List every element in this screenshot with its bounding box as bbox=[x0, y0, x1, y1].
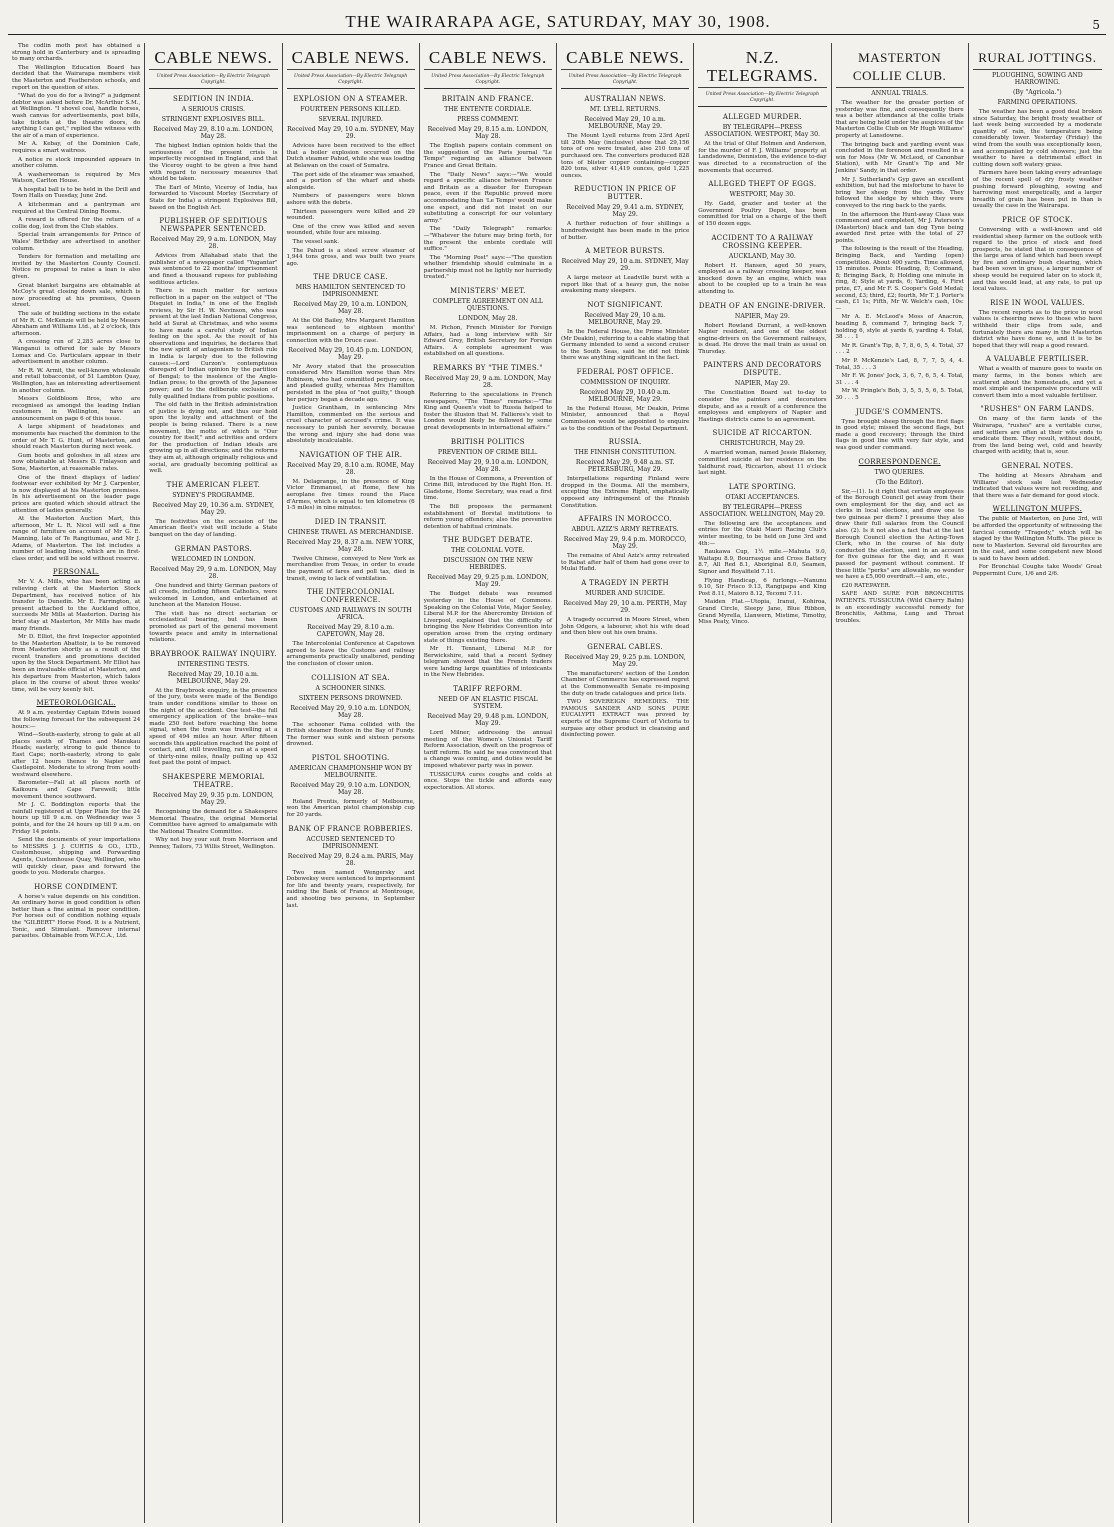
columns bbox=[8, 43, 1106, 1523]
article-subhead: Received May 29, 9.48 a.m. ST. PETERSBURG, May 29. bbox=[575, 459, 675, 474]
article-headline: THE AMERICAN FLEET. bbox=[166, 480, 261, 489]
article-paragraph: TWO SOVEREIGN REMEDIES. THE FAMOUS SANDER AND SONS PURE EUCALYPTI EXTRACT was proved by experts of the Supreme Court of Victoria to surpass any other product in cleansing and disinfecting power. bbox=[561, 699, 690, 739]
article-paragraph: A large meteor at Leadville burst with a report like that of a heavy gun, the noise awakening many sleepers. bbox=[561, 275, 690, 295]
article-subhead: Received May 29, 8.15 a.m. LONDON, May 28. bbox=[427, 126, 549, 141]
article-paragraph: Send the documents of your importations to MESSRS J. J. CURTIS & CO., LTD., Customhouse, shipping and Forwarding Agents, Customhouse Quay, Wellington, who will quickly clear, pass and forward the goods to you. Moderate charges. bbox=[12, 837, 141, 877]
article-paragraph: Mr D. Elliot, the first Inspector appointed to the Masterton Abattoir, is to be removed from Masterton shortly as a result of the recent transfers and promotions decided upon by the Stock Department. Mr Elliot has been an invaluable official at Masterton, and his departure from Masterton, which takes place in the course of about three weeks' time, will be very keenly felt. bbox=[12, 634, 141, 693]
article-paragraph: At the Braybrook enquiry, in the presence of the jury, tests were made of the Bendigo train under conditions similar to those on the night of the accident. One test—the full emergency application of the brake—was made 250 feet before reaching the home signal, when the train was travelling at a speed of 494 miles an hour. After fifteen seconds this application reached the point of contact, and, still travelling, ran at a speed of thirty-nine miles, finally pulling up 432 feet past the point of impact. bbox=[149, 687, 278, 767]
article-headline: REMARKS BY "THE TIMES." bbox=[432, 364, 543, 373]
article-paragraph: The Mount Lyell returns from 23rd April till 20th May (inclusive) show that 29,156 tons of ore were treated, also 210 tons of purchased ore. The converters produced 828 tons of blister copper containing—copper 820 tons, silver 41,419 ounces, gold 1,225 ounces. bbox=[561, 133, 690, 179]
article-paragraph: "What do you do for a living?" a judgment debtor was asked before Dr. McArthur S.M., at Wellington. "I shovel coal, handle horses, wash canvas for advertisements, post bills, take tickets at the theatre doors, do anything I can get," replied the witness with the air of a man of experience. bbox=[12, 93, 141, 139]
article-paragraph: Tenders for formation and metalling are invited by the Masterton County Council. Notice re proposal to raise a loan is also given. bbox=[12, 254, 141, 280]
article-paragraph: The Budget debate was resumed yesterday in the House of Commons. Speaking on the Colonial Vote, Major Seeley, Liberal M.P. for the Abercromby Division of Liverpool, explained that the difficulty of bringing the New Hebrides Convention into operation arose from the crying ordinary state of things existing there. bbox=[423, 591, 552, 644]
article-headline: SEDITION IN INDIA. bbox=[172, 95, 254, 104]
article-subhead: Received May 29, 9.25 p.m. LONDON, May 29. bbox=[427, 574, 549, 589]
article-paragraph: In the afternoon the Hunt-away Class was commenced and completed, Mr J. Paterson's (Masterton) black and tan dog Tyne being awarded first prize with the total of 27 points. bbox=[835, 211, 964, 244]
article-paragraph: Messrs Goldbloom Bros, who are recognised as amongst the leading Indian customers in Wellington, have an announcement on page 6 of this issue. bbox=[12, 396, 141, 422]
article-paragraph: Mr V. A. Mills, who has been acting as relieving clerk at the Masterton Stock Department, has received notice of his transfer to Dunedin. Mr E. Farrington, at present attached to the Auckland office, succeeds Mr Mills at Masterton. During his brief stay at Masterton, Mr Mills has made many friends. bbox=[12, 579, 141, 632]
article-subhead: FARMING OPERATIONS. bbox=[997, 99, 1078, 106]
article-paragraph: Hy. Gadd, grazier and tester at the Government Poultry Depot, has been committed for trial on a charge of the theft of 150 dozen eggs. bbox=[698, 201, 827, 227]
article-subhead: Received May 29, 10 a.m. MELBOURNE, May 29. bbox=[584, 311, 666, 326]
article-paragraph: Mr A. E. McLeod's Moss of Anacron, heading 8, command 7, bringing back 7, holding 6, style at yards 6, yarding 4. Total, 38 . . . 1 bbox=[835, 314, 964, 341]
article-paragraph: Lord Milner, addressing the annual meeting of the Women's Unionist Tariff Reform Association, dwelt on the progress of tariff reform. He said he was convinced that a change was coming, and duties would be imposed whatever party was in power. bbox=[423, 730, 552, 770]
article-paragraph: The old faith in the British administration of justice is dying out, and thus our hold upon the loyalty and attachment of the people is being relaxed. There is a new movement, the motto of which is "Our country for itself," and activities and orders for the production of Indian ideals are growing up in all directions; and the reforms they aim at, although originally religious and social, are gradually becoming political as well. bbox=[149, 402, 278, 475]
article-paragraph: Mr P. McKenzie's Lad, 8, 7, 7, 5, 4, 4. Total, 35 . . . 3 bbox=[835, 357, 964, 371]
article-paragraph: The Intercolonial Conference at Capetown agreed to leave the Customs and railway arrangements practically unaltered, pending the conclusion of closer union. bbox=[286, 641, 415, 667]
page-title: THE WAIRARAPA AGE, SATURDAY, MAY 30, 1908. bbox=[345, 12, 771, 31]
article-paragraph: M. Pichon, French Minister for Foreign Affairs, had a long interview with Sir Edward Grey, British Secretary for Foreign Affairs. A complete agreement was established on all questions. bbox=[423, 325, 552, 358]
article-subhead: COMPLETE AGREEMENT ON ALL QUESTIONS. bbox=[432, 298, 543, 313]
article-subhead: Received May 29, 8.10 a.m. ROME, May 28. bbox=[287, 461, 415, 476]
column-1 bbox=[8, 43, 145, 1523]
article-subhead: AMERICAN CHAMPIONSHIP WON BY MELBOURNITE. bbox=[289, 764, 412, 779]
article-paragraph: The "Daily Telegraph" remarks:—"Whatever the future may bring forth, for the present the entente cordiale will suffice." bbox=[423, 226, 552, 253]
article-subhead: Received May 29, 9 a.m. LONDON, May 28. bbox=[424, 375, 552, 390]
article-paragraph: SAFE AND SURE FOR BRONCHITIS PATIENTS. TUSSICURA (Wild Cherry Balm) is an exceedingly successful remedy for Bronchitis, Asthma, Lung and Throat troubles. bbox=[835, 591, 964, 624]
article-paragraph: The schooner Fama collided with the British steamer Boston in the Bay of Fundy. The former was sunk and sixteen persons drowned. bbox=[286, 721, 415, 748]
article-subhead: MT. LYELL RETURNS. bbox=[589, 106, 661, 114]
article-headline: DIED IN TRANSIT. bbox=[314, 517, 387, 526]
column-4 bbox=[420, 43, 557, 1523]
article-subhead: NAPIER, May 29. bbox=[734, 312, 790, 320]
article-subhead: Received May 29, 10 a.m. SYDNEY, May 29. bbox=[561, 258, 689, 273]
article-paragraph: The codlin moth pest has obtained a strong hold in Canterbury and is spreading to many orchards. bbox=[12, 43, 141, 63]
column-heading: MASTERTON COLLIE CLUB. bbox=[836, 43, 964, 88]
article-subhead: A SCHOONER SINKS. bbox=[315, 684, 386, 692]
agency-credit: United Press Association—By Electric Telegraph Copyright. bbox=[424, 72, 552, 89]
article-paragraph: Barometer—Fall at all places north of Kaikoura and Cape Farewell; little movement thence southward. bbox=[12, 780, 141, 800]
article-subhead: COMMISSION OF INQUIRY. bbox=[580, 378, 671, 386]
article-headline: FEDERAL POST OFFICE. bbox=[576, 367, 674, 376]
column-heading: CABLE NEWS. bbox=[287, 43, 415, 70]
article-headline: ALLEGED MURDER. bbox=[722, 113, 802, 122]
article-paragraph: Mr A. Kebay, of the Dominion Cafe, requires a smart waitress. bbox=[12, 141, 141, 154]
article-subhead: MURDER AND SUICIDE. bbox=[585, 590, 665, 597]
article-headline: BRAYBROOK RAILWAY INQUIRY. bbox=[149, 649, 277, 658]
article-subhead: Received May 29, 9.35 p.m. LONDON, May 29. bbox=[152, 791, 274, 806]
article-paragraph: The Earl of Minto, Viceroy of India, has forwarded to Viscount Morley (Secretary of State for India) a stringent Explosives Bill, based on the English Act. bbox=[149, 184, 278, 211]
article-paragraph: Great blanket bargains are obtainable at McCoy's great closing down sale, which is now proceeding at his premises, Queen street. bbox=[12, 282, 141, 309]
article-headline: PRICE OF STOCK. bbox=[1001, 215, 1073, 224]
article-paragraph: At the Old Bailey, Mrs Margaret Hamilton was sentenced to eighteen months' imprisonment on a charge of perjury in connection with the Druce case. bbox=[286, 318, 415, 345]
article-headline: AFFAIRS IN MOROCCO. bbox=[578, 515, 672, 524]
article-headline: BRITISH POLITICS bbox=[450, 437, 525, 446]
article-subhead: DISCUSSION ON THE NEW HEBRIDES. bbox=[443, 557, 533, 572]
article-paragraph: What a wealth of manure goes to waste on many farms, in the bones which are scattered about the homesteads, and yet a most simple and inexpensive procedure will convert them into a most valuable fertiliser. bbox=[972, 366, 1102, 399]
article-subhead: A SERIOUS CRISIS. bbox=[181, 106, 246, 114]
article-headline: MINISTERS' MEET. bbox=[450, 287, 526, 296]
article-headline: NOT SIGNIFICANT. bbox=[587, 300, 663, 309]
article-headline: PAINTERS AND DECORATORS DISPUTE. bbox=[703, 361, 822, 378]
article-paragraph: Robert Rowland Durrant, a well-known Napier resident, and one of the oldest engine-drivers on the Government railways, is dead. He drove the mail train as usual on Thursday. bbox=[698, 322, 827, 355]
article-subhead: PLOUGHING, SOWING AND HARROWING. bbox=[992, 72, 1083, 86]
article-paragraph: A further reduction of four shillings a hundredweight has been made in the price of butter. bbox=[561, 221, 690, 241]
article-subhead: BY TELEGRAPH—PRESS ASSOCIATION. WELLINGTON, May 29. bbox=[699, 503, 825, 518]
article-headline: SUICIDE AT RICCARTON. bbox=[712, 429, 813, 438]
article-subhead: Received May 29, 10 a.m. PERTH, May 29. bbox=[563, 600, 687, 614]
article-paragraph: The visit has no direct sectarian or ecclesiastical bearing, but has been promoted as part of the general movement towards peace and amity in international relations. bbox=[149, 610, 278, 644]
article-headline: BANK OF FRANCE ROBBERIES. bbox=[288, 824, 413, 833]
article-paragraph: At 9 a.m. yesterday Captain Edwin issued the following forecast for the subsequent 24 hours:— bbox=[12, 710, 141, 730]
column-heading: RURAL JOTTINGS. bbox=[973, 43, 1102, 70]
article-headline: JUDGE'S COMMENTS. bbox=[856, 407, 944, 416]
article-paragraph: Mr F. W. Jones' Jock, 3, 6, 7, 6, 5, 4. Total, 31 . . . 4 bbox=[835, 373, 964, 386]
article-subhead: BY TELEGRAPH—PRESS ASSOCIATION. WESTPORT, May 30. bbox=[704, 124, 821, 139]
article-subhead: OTAKI ACCEPTANCES. bbox=[725, 493, 800, 501]
article-paragraph: A notice re stock impounded appears in another column. bbox=[12, 156, 141, 170]
article-paragraph: Justice Grantham, in sentencing Mrs Hamilton, commented on the serious and cruel character of accused's crime. It was necessary to punish her severely, because the wrong and injury she had done was absolutely incalculable. bbox=[286, 405, 415, 445]
article-subhead: THE FINNISH CONSTITUTION. bbox=[574, 449, 676, 457]
column-6 bbox=[694, 43, 831, 1523]
article-headline: DEATH OF AN ENGINE-DRIVER. bbox=[698, 301, 826, 310]
article-headline: A VALUABLE FERTILISER. bbox=[985, 355, 1089, 364]
article-paragraph: One of the finest displays of ladies' footwear ever exhibited by Mr J. Carpenter, is now displayed at his Masterton premises. In his advertisement on the leader page prices are quoted which should attract the attention of ladies generally. bbox=[12, 474, 141, 514]
article-paragraph: Advices have been received to the effect that a boiler explosion occurred on the Dutch steamer Pahud, while she was loading at Belawan on the coast of Sumatra. bbox=[286, 143, 415, 169]
article-paragraph: For Bronchial Coughs take Woods' Great Peppermint Cure, 1/6 and 2/6. bbox=[972, 564, 1102, 578]
article-paragraph: One hundred and thirty German pastors of all creeds, including fifteen Catholics, were welcomed in London, and entertained at luncheon at the Mansion House. bbox=[149, 582, 278, 609]
article-headline: REDUCTION IN PRICE OF BUTTER. bbox=[574, 185, 677, 202]
article-paragraph: The public of Masterton, on June 3rd, will be afforded the opportunity of witnessing the farcical comedy "Tragedy," which will be staged by the Wellington Muffs. The piece is new to Masterton. Several old favourites are in the cast, and some competent new blood is said to have been added. bbox=[972, 516, 1102, 562]
article-paragraph: A married woman, named Jessie Blakeney, committed suicide at her residence on the Yaldhurst road, Riccarton, about 11 o'clock last night. bbox=[698, 450, 827, 477]
article-subhead: LONDON, May 28. bbox=[458, 315, 518, 323]
article-subhead: STRINGENT EXPLOSIVES BILL. bbox=[161, 116, 265, 124]
article-paragraph: The sale of building sections in the estate of Mr R. C. McKenzie will be held by Messrs Abraham and Williams Ltd., at 2 o'clock, this afternoon. bbox=[12, 310, 141, 337]
article-paragraph: The vessel sank. bbox=[292, 238, 339, 245]
article-paragraph: In the Federal House, the Prime Minister (Mr Deakin), referring to a cable stating that Germany intended to send a second cruiser to the South Seas, said he did not think there was anything significant in the fact. bbox=[561, 328, 690, 362]
article-subhead: Received May 29, 9.4 p.m. MOROCCO, May 29. bbox=[563, 536, 687, 551]
article-paragraph: At the Masterton Auction Mart, this afternoon, Mr L. R. Nicol will sell a fine range of furniture on account of Mr G. E. Manning, late of Te Rangitumau, and Mr J. Adams, of Masterton. The list includes a number of leading lines, which are in first-class order, and will be sold without reserve. bbox=[12, 516, 141, 562]
article-headline: HORSE CONDIMENT. bbox=[34, 882, 119, 891]
article-subhead: SIXTEEN PERSONS DROWNED. bbox=[298, 694, 403, 702]
article-headline: SHAKESPERE MEMORIAL THEATRE. bbox=[162, 772, 265, 789]
article-headline: GENERAL NOTES. bbox=[1001, 461, 1074, 470]
article-paragraph: The manufacturers' section of the London Chamber of Commerce has expressed regret at the Commonwealth Senate re-imposing the duty on trade catalogues and price lists. bbox=[561, 670, 690, 697]
article-paragraph: The bringing back and yarding event was concluded in the forenoon and resulted in a win for Moss (Mr W. McLeod, of Canonbar Station), with Mr Grant's Tip and Mr Jenkins' Sandy, in that order. bbox=[835, 141, 964, 174]
article-paragraph: Raukawa Cup, 1½ mile.—Mahuta 9.0, Waitapu 8.9, Bourrasque and Cross Battery 8.7, All Red 8.1, Aboriginal 8.0, Seamen, Signor and Royalfield 7.11. bbox=[698, 549, 827, 575]
column-7 bbox=[832, 43, 969, 1523]
article-paragraph: Conversing with a well-known and old residential sheep farmer on the outlook with regard to the price of stock and feed prospects, he stated that in consequence of the large area of land which had been swept by fire and ordinary bush clearing, which had been sown in grass, a larger number of sheep would be required later on to stock it, and this would lead, at any rate, to put up local values. bbox=[972, 226, 1102, 293]
article-paragraph: The remains of Abul Aziz's army retreated to Rabat after half of them had gone over to Mulai Hafid. bbox=[561, 553, 690, 573]
article-paragraph: The "Daily News" says:—"We would regard a specific alliance between France and Britain as a disaster for European peace, even if the Republic proved more accommodating than 'Le Temps' would make one expect, and did not insist on our substituting a conscript for our voluntary army." bbox=[423, 171, 552, 224]
article-paragraph: Numbers of passengers were blown ashore with the debris. bbox=[286, 193, 415, 206]
article-paragraph: Mr R. W. Armit, the well-known wholesale and retail tobacconist, of 51 Lambton Quay, Wellington, has an interesting advertisement in another column. bbox=[12, 367, 141, 394]
column-3 bbox=[283, 43, 420, 1523]
column-heading: CABLE NEWS. bbox=[424, 43, 552, 70]
article-subhead: Received May 29, 10.40 a.m. MELBOURNE, May 29. bbox=[579, 388, 671, 403]
article-headline: AUSTRALIAN NEWS. bbox=[584, 95, 666, 104]
article-headline: METEOROLOGICAL. bbox=[36, 699, 116, 708]
article-subhead: Received May 29, 10 a.m. LONDON, May 28. bbox=[293, 301, 408, 316]
article-paragraph: Recognising the demand for a Shakespere Memorial Theatre, the original Memorial Committee have agreed to amalgamate with the National Theatre Committee. bbox=[149, 808, 278, 835]
article-paragraph: Mr J. C. Boddington reports that the rainfall registered at Upper Plain for the 24 hours up till 9 a.m. on Wednesday was 3 points, and for the 24 hours up till 9 a.m. on Friday 14 points. bbox=[12, 802, 141, 835]
article-headline: PUBLISHER OF SEDITIOUS NEWSPAPER SENTENCED. bbox=[159, 217, 268, 234]
article-subhead: ABDUL AZIZ'S ARMY RETREATS. bbox=[571, 526, 679, 534]
article-subhead: CHINESE TRAVEL AS MERCHANDISE. bbox=[287, 528, 414, 536]
article-subhead: SYDNEY'S PROGRAMME. bbox=[172, 491, 255, 499]
article-subhead: THE COLONIAL VOTE. bbox=[451, 547, 525, 555]
article-paragraph: The weather for the greater portion of yesterday was fine, and consequently there was a better attendance at the collie trials that are being held under the auspices of the Masterton Collie Club on Mr Hugh Williams' property at Lansdowne. bbox=[835, 100, 964, 139]
article-subhead: Received May 29, 9.10 a.m. LONDON, May 28. bbox=[290, 781, 411, 796]
column-heading: N.Z. TELEGRAMS. bbox=[698, 43, 826, 88]
article-paragraph: The festivities on the occasion of the American fleet's visit will include a State banquet on the day of landing. bbox=[149, 518, 278, 538]
article-paragraph: In the House of Commons, a Prevention of Crime Bill, introduced by the Right Hon. H. Gladstone, Home Secretary, was read a first time. bbox=[423, 475, 552, 502]
article-subhead: WESTPORT, May 30. bbox=[729, 191, 796, 199]
column-2 bbox=[145, 43, 282, 1523]
article-subhead: Received May 29, 8.24 a.m. PARIS, May 28. bbox=[287, 852, 414, 867]
article-paragraph: The recent reports as to the price in wool values is cheering news to those who have withheld their clips from sale, and fortunately there are many in the Masterton district who have done so, and it is to be hoped that they will reap a good reward. bbox=[972, 309, 1102, 349]
article-subhead: INTERESTING TESTS. bbox=[177, 660, 250, 668]
article-paragraph: Flying Handicap, 6 furlongs.—Nanunu 9.10, Sir Frisco 9.13, Rangipapa and King Post 8.11, Maioro 8.12, Tecomi 7.11. bbox=[698, 577, 827, 597]
article-subhead: NEED OF AN ELASTIC FISCAL SYSTEM. bbox=[438, 696, 538, 711]
article-headline: CORRESPONDENCE. bbox=[858, 457, 941, 466]
agency-credit: United Press Association—By Electric Telegraph Copyright. bbox=[698, 90, 826, 107]
article-paragraph: A crossing run of 2,283 acres close to Wanganui is offered for sale by Messrs Lomax and Co. Particulars appear in their advertisement in another column. bbox=[12, 339, 141, 366]
article-paragraph: A large shipment of headstones and monuments has reached the dominion to the order of Mr T. G. Hunt, of Masterton, and should reach Masterton during next week. bbox=[12, 424, 141, 451]
column-8 bbox=[969, 43, 1106, 1523]
article-subhead: PREVENTION OF CRIME BILL. bbox=[437, 448, 538, 456]
article-paragraph: The port side of the steamer was smashed, and a portion of the wharf and sheds alongside. bbox=[286, 171, 415, 191]
article-subhead: (To the Editor). bbox=[875, 478, 924, 486]
article-paragraph: The Bill proposes the permanent establishment of Borstal institutions to reform young offenders; also the preventive detention of habitual criminals. bbox=[423, 503, 552, 530]
article-paragraph: Farmers have been taking every advantage of the recent spell of dry frosty weather pushing forward ploughing, sowing and harrowing most energetically, and a larger breadth of grain has been put in than is usually the case in the Wairarapa. bbox=[972, 170, 1102, 210]
article-subhead: CUSTOMS AND RAILWAYS IN SOUTH AFRICA. bbox=[289, 607, 412, 622]
article-headline: THE INTERCOLONIAL CONFERENCE. bbox=[307, 588, 395, 605]
article-paragraph: Tyne brought sheep through the first flags in good style; missed the second flags, but made a good recovery; through the third flags in good line with very fair style, and was good under command. bbox=[835, 418, 964, 451]
article-headline: ACCIDENT TO A RAILWAY CROSSING KEEPER. bbox=[711, 233, 814, 250]
article-subhead: Received May 29, 8.10 a.m. CAPETOWN, May 28. bbox=[307, 624, 395, 639]
article-paragraph: The holding at Messrs Abraham and Williams' stock sale last Wednesday indicated that values were not receding, and that there was a fair demand for good stock. bbox=[972, 472, 1102, 499]
article-paragraph: On many of the farm lands of the Wairarapa, "rushes" are a veritable curse, and settlers are often at their wits ends to eradicate them. They result, without doubt, from the land being wet, cold and heavily charged with acidity, that is, sour. bbox=[972, 416, 1102, 456]
article-paragraph: Why not buy your suit from Morrison and Penney, Tailors, 73 Willis Street, Wellington. bbox=[149, 837, 278, 850]
article-paragraph: Two men named Wengersky and Doboweksy were sentenced to imprisonment for life and twenty years, respectively, for raiding the Bank of France at Montrouge, and shooting two persons, in September last. bbox=[286, 869, 415, 909]
article-paragraph: Mr W. Pringle's Bob, 3, 5, 5, 5, 6, 5. Total, 30 . . . 5 bbox=[835, 388, 964, 401]
article-subhead: FOURTEEN PERSONS KILLED. bbox=[300, 106, 401, 114]
column-heading: CABLE NEWS. bbox=[561, 43, 689, 70]
article-subhead: Received May 29, 8.37 a.m. NEW YORK, May 28. bbox=[286, 538, 415, 553]
article-paragraph: The following is the result of the Heading, Bringing Back, and Yarding (open) competition. About 400 yards. Time allowed, 15 minutes. Points: Heading, 8; Command, 8; Bringing Back, 8; Holding one minute in ring, 8; Style at yards, 6; Yarding, 4. First prize, £7, and Mr F. S. Cooper's Gold Medal; second, £3; third, £2; fourth, Mr T. J. Porter's cash, £1 1s; Fifth, Mr W. Welch's cash, 10s:— bbox=[835, 246, 964, 312]
masthead bbox=[8, 8, 1106, 35]
article-headline: RUSSIA. bbox=[608, 438, 642, 447]
article-paragraph: Roland Prentis, formerly of Melbourne, won the American pistol championship cup for 20 yards. bbox=[286, 798, 415, 819]
article-paragraph: Thirteen passengers were killed and 29 wounded. bbox=[286, 208, 415, 222]
article-subhead: ACCUSED SENTENCED TO IMPRISONMENT. bbox=[306, 835, 395, 850]
column-heading: CABLE NEWS. bbox=[149, 43, 277, 70]
article-paragraph: Special train arrangements for Prince of Wales' Birthday are advertised in another column. bbox=[12, 232, 141, 252]
article-subhead: Received May 29, 9 a.m. LONDON, May 28. bbox=[150, 565, 277, 580]
article-headline: BRITAIN AND FRANCE. bbox=[441, 95, 535, 104]
article-headline: THE BUDGET DEBATE. bbox=[442, 536, 534, 545]
article-paragraph: The highest Indian opinion holds that the seriousness of the present crisis is imperfectly recognised in England, and that the Viceroy ought to be given a free hand with regard to necessary measures that should be taken. bbox=[149, 143, 278, 183]
article-subhead: Received May 29, 9.10 a.m. LONDON, May 28. bbox=[427, 458, 549, 473]
article-headline: WELLINGTON MUFFS. bbox=[992, 505, 1083, 514]
article-subhead: WELCOMED IN LONDON. bbox=[171, 555, 256, 563]
article-subhead: Received May 29, 10 a.m. MELBOURNE, May 29. bbox=[584, 116, 666, 131]
article-subhead: Received May 29, 10.10 a.m. MELBOURNE, May 29. bbox=[167, 670, 259, 685]
article-headline: LATE SPORTING. bbox=[728, 482, 796, 491]
article-paragraph: A horse's value depends on his condition. An ordinary horse in good condition is often better than a fine animal in poor condition. For horses out of condition nothing equals the "GILBERT" Horse Food. It is a Nutrient, Tonic, and Stimulant. Remover internal parasites. Obtainable from W.F.C.A., Ltd. bbox=[12, 893, 141, 940]
agency-credit: United Press Association—By Electric Telegraph Copyright. bbox=[287, 72, 415, 89]
article-paragraph: M. Delagrange, in the presence of King Victor Emmanuel, at Rome, flew his aeroplane five times round the Place d'Armes, which is equal to ten kilometres (6 1-5 miles) in nine minutes. bbox=[286, 478, 415, 512]
article-subhead: Received May 29, 10.36 a.m. SYDNEY, May 29. bbox=[152, 501, 275, 516]
agency-credit: United Press Association—By Electric Telegraph Copyright. bbox=[561, 72, 689, 89]
article-paragraph: There is much matter for serious reflection in a paper on the subject of "The Disquiet in India," in one of the English reviews, by Sir H. W. Nevinson, who was present at the last Indian National Congress, held at Surat at Christmas, and who seems to have made a careful study of Indian feeling on the spot. As the result of his observations and inquiries, he declares that the new spirit of antagonism to British rule in India is largely due to the following causes:—Lord Curzon's contemptuous disregard of Indian opinion by the partition of Bengal; to the insolence of the Anglo-Indian press; to the growth of the Japanese power; and to the deliberate exclusion of fully qualified Indians from public positions. bbox=[149, 288, 278, 400]
article-paragraph: Twelve Chinese, conveyed to New York as merchandise from Texas, in order to evade the payment of fares and poll tax, died in transit, owing to lack of ventilation. bbox=[286, 555, 415, 582]
article-subhead: Received May 29, 10 a.m. SYDNEY, May 29. bbox=[287, 126, 415, 141]
article-paragraph: TUSSICURA cures coughs and colds at once. Stops the tickle and affords easy expectoration. All stores. bbox=[423, 771, 552, 791]
agency-credit: United Press Association—By Electric Telegraph Copyright. bbox=[149, 72, 277, 89]
article-paragraph: Referring to the speculations in French newspapers, "The Times" remarks:—"The King and Queen's visit to Russia helped to foster the illusion that M. Fallieres's visit to London would likely be followed by some great developments in international affairs." bbox=[423, 392, 552, 431]
article-headline: A METEOR BURSTS. bbox=[585, 247, 666, 256]
article-paragraph: In the Federal House, Mr Deakin, Prime Minister, announced that a Royal Commission would be appointed to enquire as to the condition of the Postal Department. bbox=[561, 405, 690, 432]
article-paragraph: A hospital ball is to be held in the Drill and Town Halls on Tuesday, June 2nd. bbox=[12, 186, 141, 200]
article-subhead: PRESS COMMENT. bbox=[457, 116, 519, 124]
article-paragraph: Mr Avory stated that the prosecution considered Mrs Hamilton worse than Mrs Robinson, who had committed perjury once, and pleaded guilty, whereas Mrs Hamilton persisted in the plea of "not guilty," though her perjury began a decade ago. bbox=[286, 363, 415, 403]
article-headline: GENERAL CABLES. bbox=[587, 642, 663, 651]
article-paragraph: Advices from Allahabad state that the publisher of a newspaper called "Yugantar" was sentenced to 22 months' imprisonment and fined a thousand rupees for publishing seditious articles. bbox=[149, 253, 278, 286]
article-headline: RISE IN WOOL VALUES. bbox=[990, 298, 1085, 307]
article-paragraph: The Pahud is a steel screw steamer of 1,944 tons gross, and was built two years ago. bbox=[286, 247, 415, 267]
article-subhead: AUCKLAND, May 30. bbox=[728, 252, 796, 260]
article-subhead: Received May 29, 9.10 a.m. LONDON, May 28. bbox=[290, 704, 411, 719]
article-paragraph: Mr R. Grant's Tip, 8, 7, 8, 6, 5, 4. Total, 37 . . . 2 bbox=[835, 342, 964, 356]
article-headline: PERSONAL. bbox=[52, 568, 100, 577]
article-paragraph: Interpellations regarding Finland were dropped in the Douma. All the members, excepting the Extreme Right, emphatically opposed any infringement of the Finnish Constitution. bbox=[561, 476, 690, 509]
article-paragraph: The Wellington Education Board has decided that the Wairarapa members visit the Masterton and Featherston schools, and report on the question of sites. bbox=[12, 64, 141, 91]
page-number: 5 bbox=[1092, 18, 1100, 32]
article-headline: NAVIGATION OF THE AIR. bbox=[298, 450, 403, 459]
article-subhead: NAPIER, May 29. bbox=[734, 380, 790, 388]
article-paragraph: Mr J. Sutherland's Gyp gave an excellent exhibition, but had the misfortune to have to bring her sheep from the yards. They followed the sledge by which they were conveyed to the ring back to the yards. bbox=[835, 176, 964, 209]
article-paragraph: At the trial of Oluf Holmen and Anderson, for the murder of F. J. Williams' property at Landsdowne, Denniston, the evidence to-day was directed to a reconstruction of the movements that occurred. bbox=[698, 141, 827, 174]
article-paragraph: £20 RATEPAYER. bbox=[841, 582, 891, 589]
article-paragraph: The weather has been a good deal broken since Saturday, the bright frosty weather of last week being succeeded by a moderate quantity of rain, the temperature being considerably lower. Yesterday (Friday) the wind from the south was exceptionally keen, and accompanied by cold showers; just the weather to have a detrimental effect in cutting down soft watery grass. bbox=[972, 109, 1102, 168]
article-paragraph: A washerwoman is required by Mrs Watson, Carlton House. bbox=[12, 171, 141, 185]
article-subhead: Received May 29, 9.48 p.m. LONDON, May 29. bbox=[427, 713, 549, 728]
article-headline: TARIFF REFORM. bbox=[453, 685, 523, 694]
article-paragraph: A reward is offered for the return of a collie dog, lost from the Club stables. bbox=[12, 217, 141, 230]
article-subhead: (By "Agricola.") bbox=[1013, 89, 1062, 96]
article-headline: THE DRUCE CASE. bbox=[313, 273, 388, 282]
article-subhead: TWO QUERIES. bbox=[874, 468, 925, 476]
article-subhead: Received May 29, 8.10 a.m. LONDON, May 28. bbox=[153, 126, 274, 141]
article-headline: ALLEGED THEFT OF EGGS. bbox=[708, 180, 817, 189]
article-headline: PISTOL SHOOTING. bbox=[311, 753, 390, 762]
article-headline: A TRAGEDY IN PERTH bbox=[581, 579, 669, 587]
article-subhead: SEVERAL INJURED. bbox=[318, 116, 383, 124]
article-subhead: Received May 29, 10.45 p.m. LONDON, May 29. bbox=[288, 346, 414, 361]
article-paragraph: A kitchenman and a pantryman are required at the Central Dining Rooms. bbox=[12, 202, 141, 215]
article-paragraph: The Conciliation Board sat to-day to consider the painters and decorators dispute, and as a result of a conference the employees and employers of Napier and Hastings districts came to an agreement. bbox=[698, 390, 827, 423]
article-paragraph: The English papers contain comment on the suggestion of the Paris journal "Le Temps" regarding an alliance between France and Great Britain. bbox=[423, 143, 552, 169]
article-subhead: Received May 29, 9.41 a.m. SYDNEY, May 29. bbox=[566, 204, 684, 219]
article-paragraph: Sir,—(1). Is it right that certain employees of the Borough Council get away from their own employment for the day, and act as clerks in local elections, and draw one to two guineas per diem? I presume they also draw their full salaries from the Council also. (2). Is it not also a fact that at the last Borough Council election the Acting-Town Clerk, who in the course of his duty conducted the election, sent in an account for five guineas for the day, and it was passed for payment without comment. If these little "perks" are allowable, no wonder we have a £5,000 overdraft.—I am, etc., bbox=[835, 488, 964, 581]
article-subhead: MRS HAMILTON SENTENCED TO IMPRISONMENT. bbox=[295, 284, 406, 299]
article-paragraph: Wind—South-easterly, strong to gale at all places south of Thames and Manukau Heads; easterly, strong to gale thence to East Cape; north-easterly, strong to gale after 12 hours thence to Napier and Castlepoint. Moderate to strong from south-westward elsewhere. bbox=[12, 732, 141, 778]
article-subhead: THE ENTENTE CORDIALE. bbox=[444, 106, 532, 114]
article-paragraph: One of the crew was killed and seven wounded, while four are missing. bbox=[286, 223, 415, 237]
article-paragraph: Gum boots and goloshes in all sizes are now obtainable at Messrs D. Finlayson and Sons, Masterton, at reasonable rates. bbox=[12, 452, 141, 473]
article-subhead: Received May 29, 9.25 p.m. LONDON, May 29. bbox=[564, 653, 686, 668]
article-paragraph: Robert H. Hansen, aged 50 years, employed as a railway crossing keeper, was knocked down by an engine, which was about to be coupled up to a train he was attending to. bbox=[698, 262, 827, 295]
article-paragraph: Maiden Flat.—Utopia, Iranui, Kohiroa, Grand Circle, Sleepy Jane, Blue Ribbon, Grand Myrella, Llanwern, Mistime, Timothy, Miss Peaty, Vinco. bbox=[698, 599, 827, 626]
article-paragraph: The "Morning Post" says:—"The question whether friendship should culminate in a partnership must not be lightly nor hurriedly treated." bbox=[423, 254, 552, 281]
column-5 bbox=[557, 43, 694, 1523]
article-paragraph: Mr H. Tennant, Liberal M.P. for Berwickshire, said that a recent Sydney telegram showed that the French traders were landing large quantities of intoxicants in the New Hebrides. bbox=[423, 646, 552, 679]
article-paragraph: The following are the acceptances and entries for the Otaki Maori Racing Club's winter meeting, to be held on June 3rd and 4th:— bbox=[698, 520, 827, 547]
article-paragraph: A tragedy occurred in Moore Street, when John Odgers, a labourer, shot his wife dead and then blew out his own brains. bbox=[561, 617, 690, 637]
article-headline: EXPLOSION ON A STEAMER. bbox=[293, 95, 408, 104]
article-subhead: Received May 29, 9 a.m. LONDON, May 28. bbox=[150, 236, 277, 251]
article-headline: "RUSHES" ON FARM LANDS. bbox=[980, 405, 1095, 414]
article-subhead: CHRISTCHURCH, May 29. bbox=[719, 440, 805, 448]
article-headline: COLLISION AT SEA. bbox=[311, 673, 390, 682]
article-subhead: ANNUAL TRIALS. bbox=[871, 90, 928, 97]
article-headline: GERMAN PASTORS. bbox=[174, 544, 253, 553]
